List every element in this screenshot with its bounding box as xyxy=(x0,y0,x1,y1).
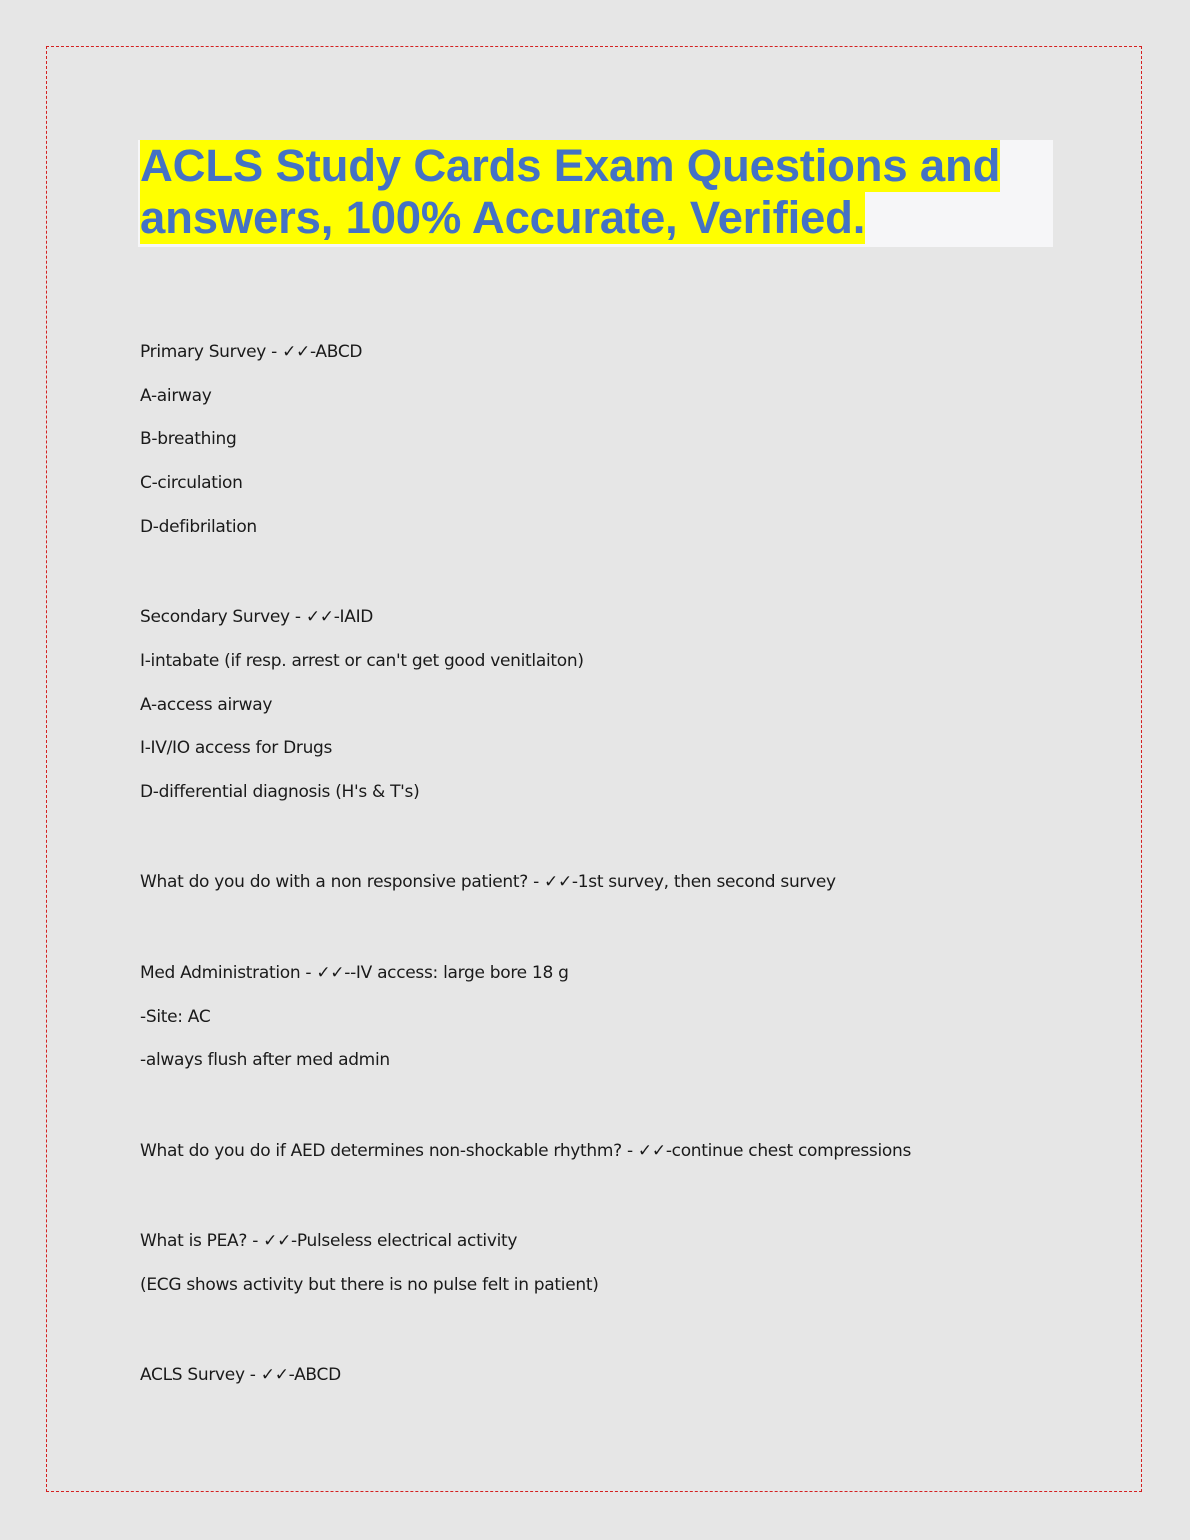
check-icon: ✓✓ xyxy=(305,607,334,627)
card-line: (ECG shows activity but there is no pulse felt in patient) xyxy=(140,1275,599,1295)
card-question-acls-survey: ACLS Survey - ✓✓-ABCD xyxy=(140,1365,341,1385)
check-icon: ✓✓ xyxy=(263,1231,292,1251)
card-line: D-differential diagnosis (H's & T's) xyxy=(140,782,420,802)
card-line: C-circulation xyxy=(140,473,243,493)
title-line-2: answers, 100% Accurate, Verified. xyxy=(140,192,866,243)
card-question-aed: What do you do if AED determines non-shockable rhythm? - ✓✓-continue chest compressions xyxy=(140,1141,912,1161)
card-question-secondary-survey: Secondary Survey - ✓✓-IAID xyxy=(140,607,374,627)
card-line: D-defibrilation xyxy=(140,517,257,537)
card-line: -Site: AC xyxy=(140,1007,211,1027)
check-icon: ✓✓ xyxy=(637,1141,666,1161)
card-question-pea: What is PEA? - ✓✓-Pulseless electrical activity xyxy=(140,1231,518,1251)
check-icon: ✓✓ xyxy=(260,1365,289,1385)
card-question-med-administration: Med Administration - ✓✓--IV access: large bore 18 g xyxy=(140,963,569,983)
check-icon: ✓✓ xyxy=(316,963,345,983)
card-line: I-IV/IO access for Drugs xyxy=(140,738,333,758)
card-line: A-access airway xyxy=(140,695,273,715)
card-line: I-intabate (if resp. arrest or can't get good venitlaiton) xyxy=(140,651,584,671)
document-title xyxy=(140,140,1040,244)
card-line: -always flush after med admin xyxy=(140,1050,390,1070)
card-line: B-breathing xyxy=(140,429,237,449)
card-question-primary-survey: Primary Survey - ✓✓-ABCD xyxy=(140,342,363,362)
title-line-1: ACLS Study Cards Exam Questions and xyxy=(140,140,1001,191)
card-question-non-responsive: What do you do with a non responsive patient? - ✓✓-1st survey, then second survey xyxy=(140,872,836,892)
check-icon: ✓✓ xyxy=(282,342,310,362)
card-line: A-airway xyxy=(140,386,212,406)
check-icon: ✓✓ xyxy=(544,872,572,892)
